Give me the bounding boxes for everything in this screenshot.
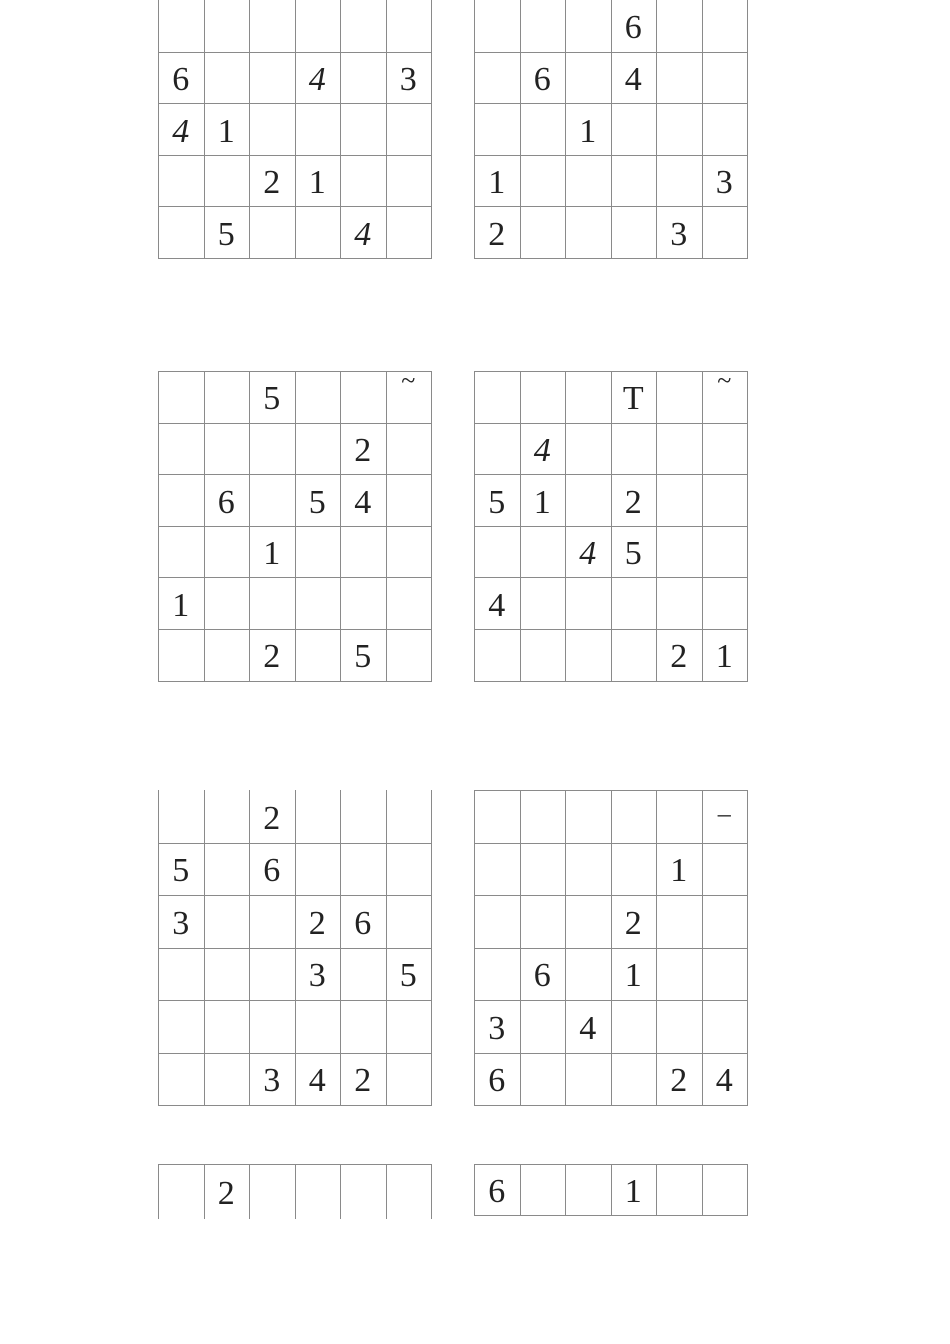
grid-cell: [702, 103, 748, 155]
cell-digit: 1: [263, 535, 281, 573]
grid-cell: [204, 948, 250, 1001]
grid-cell: [474, 52, 520, 104]
grid-cell: [611, 1053, 657, 1106]
grid-cell: [656, 155, 702, 207]
grid-cell: [611, 790, 657, 843]
grid-cell: [340, 1000, 386, 1053]
grid-cell: [158, 526, 204, 578]
grid-cell: [565, 629, 611, 681]
grid-cell: [520, 895, 566, 948]
grid-cell: [656, 52, 702, 104]
grid-cell: [295, 423, 341, 475]
grid-cell: [520, 1164, 566, 1215]
grid-cell: [702, 948, 748, 1001]
grid-cell: [204, 1000, 250, 1053]
grid-7: [158, 1164, 431, 1219]
cell-digit: 2: [263, 164, 281, 202]
grid-cell: [158, 1000, 204, 1053]
cell-digit: 3: [308, 957, 326, 995]
grid-cell: [656, 1000, 702, 1053]
grid-cell: [249, 577, 295, 629]
cell-digit: 2: [308, 904, 326, 942]
grid-cell: [249, 206, 295, 258]
grid-cell: [702, 577, 748, 629]
grid-cell: [702, 1164, 748, 1215]
grid-cell: [158, 629, 204, 681]
grid-cell: [386, 1164, 432, 1219]
grid-cell: [656, 1164, 702, 1215]
grid-cell: [702, 1000, 748, 1053]
grid-cell: [158, 474, 204, 526]
grid-cell: [611, 103, 657, 155]
grid-cell: [656, 577, 702, 629]
grid-cell: [386, 629, 432, 681]
grid-cell: [295, 103, 341, 155]
grid-cell: [295, 577, 341, 629]
cell-digit: 4: [624, 60, 642, 98]
grid-cell: [295, 629, 341, 681]
grid-cell: [474, 103, 520, 155]
grid-cell: [204, 52, 250, 104]
grid-cell: [340, 843, 386, 896]
grid-cell: [386, 1000, 432, 1053]
grid-cell: [474, 948, 520, 1001]
cell-digit: –: [717, 798, 731, 828]
grid-hline: [474, 258, 748, 259]
grid-cell: [295, 371, 341, 423]
cell-digit: 1: [670, 852, 688, 890]
grid-cell: [340, 577, 386, 629]
grid-cell: [520, 577, 566, 629]
grid-hline: [158, 1105, 432, 1106]
grid-cell: [702, 423, 748, 475]
grid-cell: [249, 474, 295, 526]
cell-digit: 3: [172, 904, 190, 942]
cell-digit: 4: [354, 483, 372, 521]
grid-cell: [295, 526, 341, 578]
grid-cell: [520, 155, 566, 207]
grid-cell: [611, 155, 657, 207]
grid-cell: [340, 1164, 386, 1219]
grid-cell: [656, 526, 702, 578]
grid-cell: [474, 423, 520, 475]
cell-digit: 4: [172, 112, 190, 150]
grid-cell: [611, 843, 657, 896]
cell-digit: 2: [263, 638, 281, 676]
grid-cell: [702, 526, 748, 578]
grid-cell: [565, 0, 611, 52]
grid-cell: [204, 0, 250, 52]
grid-cell: [656, 103, 702, 155]
grid-cell: [611, 629, 657, 681]
grid-cell: [158, 206, 204, 258]
cell-digit: ~: [401, 366, 416, 395]
grid-cell: [565, 155, 611, 207]
grid-cell: [565, 1053, 611, 1106]
grid-cell: [520, 206, 566, 258]
grid-cell: [204, 790, 250, 843]
cell-digit: 5: [399, 957, 417, 995]
cell-digit: 5: [172, 852, 190, 890]
grid-cell: [474, 790, 520, 843]
grid-cell: [656, 474, 702, 526]
grid-cell: [520, 843, 566, 896]
grid-cell: [386, 895, 432, 948]
grid-cell: [520, 0, 566, 52]
grid-cell: [656, 423, 702, 475]
grid-cell: [520, 790, 566, 843]
grid-vline: [431, 0, 432, 258]
grid-cell: [565, 371, 611, 423]
grid-cell: [158, 0, 204, 52]
cell-digit: 5: [217, 215, 235, 253]
cell-digit: 1: [715, 638, 733, 676]
grid-cell: [158, 948, 204, 1001]
cell-digit: 3: [399, 60, 417, 98]
grid-cell: [249, 52, 295, 104]
cell-digit: 1: [533, 483, 551, 521]
grid-cell: [611, 206, 657, 258]
grid-cell: [565, 948, 611, 1001]
grid-cell: [249, 0, 295, 52]
grid-cell: [295, 790, 341, 843]
grid-cell: [340, 526, 386, 578]
grid-cell: [565, 577, 611, 629]
grid-cell: [611, 1000, 657, 1053]
grid-cell: [565, 206, 611, 258]
cell-digit: 3: [715, 164, 733, 202]
grid-cell: [565, 895, 611, 948]
grid-cell: [204, 843, 250, 896]
grid-2: [474, 0, 747, 258]
grid-cell: [158, 790, 204, 843]
grid-cell: [295, 1000, 341, 1053]
grid-cell: [386, 843, 432, 896]
grid-cell: [386, 577, 432, 629]
grid-cell: [565, 843, 611, 896]
grid-cell: [158, 423, 204, 475]
grid-cell: [520, 371, 566, 423]
grid-cell: [611, 577, 657, 629]
grid-cell: [565, 52, 611, 104]
grid-cell: [295, 0, 341, 52]
cell-digit: 4: [579, 1009, 597, 1047]
grid-cell: [158, 1164, 204, 1219]
grid-vline: [747, 0, 748, 258]
grid-cell: [702, 895, 748, 948]
cell-digit: 1: [624, 1173, 642, 1211]
grid-cell: [295, 1164, 341, 1219]
grid-vline: [431, 1164, 432, 1219]
grid-4: [474, 366, 747, 681]
cell-digit: 2: [670, 638, 688, 676]
grid-cell: [340, 52, 386, 104]
grid-cell: [204, 629, 250, 681]
cell-digit: 4: [579, 535, 597, 573]
cell-digit: 5: [624, 535, 642, 573]
grid-hline: [474, 681, 748, 682]
cell-digit: 6: [354, 904, 372, 942]
grid-cell: [565, 1164, 611, 1215]
grid-cell: [158, 1053, 204, 1106]
grid-cell: [204, 895, 250, 948]
grid-cell: [520, 1000, 566, 1053]
grid-cell: [702, 843, 748, 896]
grid-cell: [702, 474, 748, 526]
grid-cell: [611, 423, 657, 475]
grid-hline: [158, 258, 432, 259]
cell-digit: 4: [533, 431, 551, 469]
grid-cell: [386, 1053, 432, 1106]
grid-cell: [295, 843, 341, 896]
cell-digit: 6: [488, 1062, 506, 1100]
grid-cell: [656, 0, 702, 52]
cell-digit: 3: [670, 215, 688, 253]
cell-digit: T: [622, 380, 644, 418]
grid-cell: [565, 474, 611, 526]
grid-cell: [386, 103, 432, 155]
grid-cell: [340, 948, 386, 1001]
grid-cell: [249, 895, 295, 948]
grid-cell: [520, 629, 566, 681]
grid-cell: [249, 103, 295, 155]
grid-cell: [386, 423, 432, 475]
grid-cell: [702, 52, 748, 104]
grid-cell: [702, 206, 748, 258]
cell-digit: 4: [308, 1062, 326, 1100]
cell-digit: 2: [263, 799, 281, 837]
grid-cell: [386, 790, 432, 843]
grid-cell: [656, 948, 702, 1001]
grid-1: [158, 0, 431, 258]
grid-cell: [204, 371, 250, 423]
grid-cell: [386, 526, 432, 578]
grid-5: [158, 790, 431, 1105]
grid-cell: [656, 371, 702, 423]
grid-cell: [340, 103, 386, 155]
cell-digit: 6: [533, 957, 551, 995]
cell-digit: 3: [263, 1062, 281, 1100]
grid-cell: [204, 526, 250, 578]
cell-digit: 5: [308, 483, 326, 521]
grid-cell: [520, 1053, 566, 1106]
cell-digit: 6: [624, 9, 642, 47]
grid-cell: [474, 629, 520, 681]
cell-digit: 6: [488, 1173, 506, 1211]
grid-hline: [474, 1215, 748, 1216]
cell-digit: 4: [308, 60, 326, 98]
cell-digit: 1: [488, 164, 506, 202]
cell-digit: 4: [488, 586, 506, 624]
grid-hline: [474, 1105, 748, 1106]
grid-cell: [340, 0, 386, 52]
grid-cell: [474, 895, 520, 948]
grid-6: [474, 790, 747, 1105]
grid-cell: [520, 103, 566, 155]
cell-digit: 3: [488, 1009, 506, 1047]
cell-digit: 2: [354, 1062, 372, 1100]
grid-cell: [386, 206, 432, 258]
grid-cell: [474, 843, 520, 896]
grid-cell: [386, 155, 432, 207]
cell-digit: 1: [579, 112, 597, 150]
grid-cell: [158, 371, 204, 423]
cell-digit: 1: [308, 164, 326, 202]
cell-digit: 2: [488, 215, 506, 253]
grid-cell: [249, 1000, 295, 1053]
cell-digit: 1: [172, 586, 190, 624]
grid-cell: [474, 0, 520, 52]
cell-digit: 4: [715, 1062, 733, 1100]
grid-cell: [340, 155, 386, 207]
grid-cell: [158, 155, 204, 207]
grid-cell: [474, 526, 520, 578]
grid-cell: [565, 423, 611, 475]
cell-digit: 5: [263, 380, 281, 418]
grid-cell: [204, 423, 250, 475]
cell-digit: 2: [217, 1175, 235, 1213]
grid-cell: [702, 0, 748, 52]
cell-digit: 1: [217, 112, 235, 150]
cell-digit: 5: [354, 638, 372, 676]
cell-digit: 6: [217, 483, 235, 521]
grid-cell: [386, 474, 432, 526]
grid-cell: [204, 155, 250, 207]
grid-vline: [747, 1164, 748, 1215]
cell-digit: 2: [624, 483, 642, 521]
grid-cell: [340, 790, 386, 843]
cell-digit: 2: [670, 1062, 688, 1100]
cell-digit: 6: [172, 60, 190, 98]
grid-3: [158, 366, 431, 681]
cell-digit: 2: [624, 904, 642, 942]
cell-digit: 5: [488, 483, 506, 521]
cell-digit: 4: [354, 215, 372, 253]
grid-cell: [474, 371, 520, 423]
grid-cell: [249, 423, 295, 475]
grid-cell: [295, 206, 341, 258]
grid-cell: [204, 1053, 250, 1106]
grid-cell: [656, 790, 702, 843]
grid-hline: [158, 681, 432, 682]
grid-cell: [249, 1164, 295, 1219]
grid-cell: [520, 526, 566, 578]
grid-cell: [656, 895, 702, 948]
cell-digit: 2: [354, 431, 372, 469]
grid-cell: [386, 0, 432, 52]
grid-8: [474, 1164, 747, 1215]
grid-cell: [565, 790, 611, 843]
grid-cell: [249, 948, 295, 1001]
cell-digit: ~: [717, 366, 732, 395]
grid-cell: [204, 577, 250, 629]
cell-digit: 6: [263, 852, 281, 890]
cell-digit: 6: [533, 60, 551, 98]
cell-digit: 1: [624, 957, 642, 995]
grid-cell: [340, 371, 386, 423]
